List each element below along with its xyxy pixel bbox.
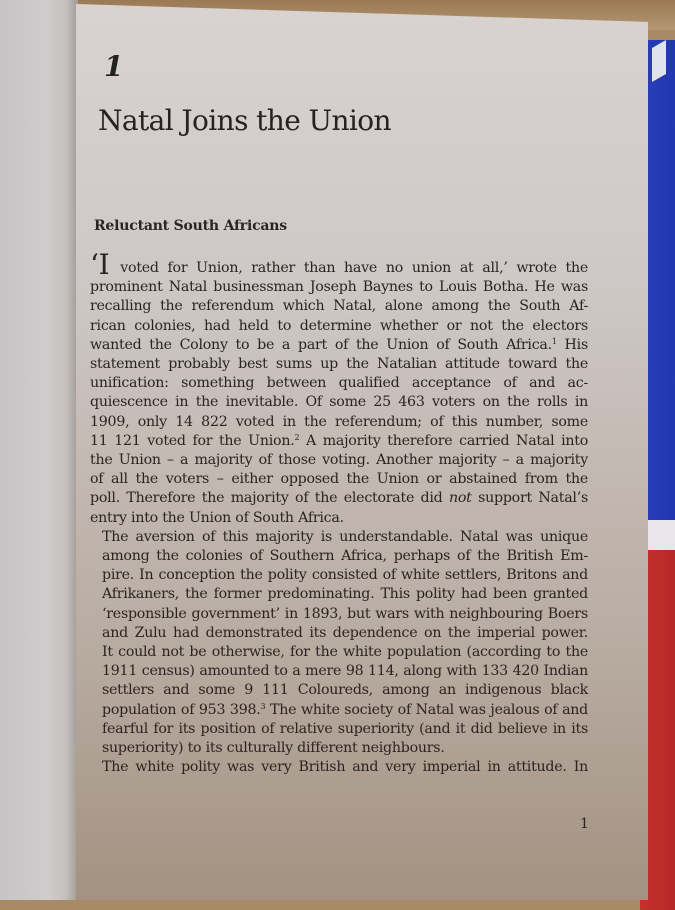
text-line: ‘responsible government’ in 1893, but wars with neighbouring Boers	[102, 605, 588, 622]
text-line: poll. Therefore the majority of the electorate did not support Natal’s	[90, 490, 588, 507]
section-heading: Reluctant South Africans	[94, 218, 287, 234]
text-line: pire. In conception the polity consisted of white settlers, Britons and	[102, 567, 588, 584]
text-line: superiority) to its culturally different neighbours.	[102, 740, 445, 757]
footnote-ref-1[interactable]: 1	[551, 336, 557, 346]
text-line: 1909, only 14 822 voted in the referendum; of this number, some	[90, 413, 588, 430]
text-line: rican colonies, had held to determine whether or not the electors	[90, 317, 588, 334]
text-line: entry into the Union of South Africa.	[90, 509, 344, 526]
paragraph-2	[90, 528, 588, 758]
text-line: 1911 census) amounted to a mere 98 114, along with 133 420 Indian	[102, 663, 588, 680]
text-line: It could not be otherwise, for the white population (according to the	[102, 644, 588, 661]
footnote-ref-3[interactable]: 3	[260, 701, 266, 711]
chapter-title: Natal Joins the Union	[98, 104, 391, 137]
text-line: recalling the referendum which Natal, alone among the South Af-	[90, 298, 588, 315]
text-line: among the colonies of Southern Africa, perhaps of the British Em-	[102, 548, 588, 565]
text-line: the Union – a majority of those voting. Another majority – a majority	[90, 452, 588, 469]
chapter-number: 1	[104, 50, 124, 83]
text-line: population of 953 398.$^3$ The white society of Natal was jealous of and	[102, 701, 589, 718]
footnote-ref-2[interactable]: 2	[294, 432, 300, 442]
text-line: settlers and some 9 111 Coloureds, among an indigenous black	[102, 682, 588, 699]
drop-cap: ‘I	[90, 248, 110, 281]
text-line: 11 121 voted for the Union.$^2$ A majority therefore carried Natal into	[90, 432, 588, 449]
paragraph-3	[90, 758, 588, 777]
text-line: ‘I voted for Union, rather than have no union at all,’ wrote the	[90, 248, 588, 281]
text-line: The aversion of this majority is understandable. Natal was unique	[102, 528, 588, 545]
emphasis: not	[448, 490, 472, 507]
text-line: unification: something between qualified acceptance of and ac-	[90, 375, 588, 392]
text-line: wanted the Colony to be a part of the Union of South Africa.$^1$ His	[90, 336, 588, 353]
text-line: prominent Natal businessman Joseph Baynes to Louis Botha. He was	[90, 279, 588, 296]
text-line: statement probably best sums up the Natalian attitude toward the	[90, 356, 588, 373]
text-line: fearful for its position of relative superiority (and it did believe in its	[102, 720, 588, 737]
text-line: Afrikaners, the former predominating. This polity had been granted	[102, 586, 588, 603]
body-text	[90, 248, 589, 777]
text-line: The white polity was very British and very imperial in attitude. In	[102, 759, 588, 776]
paragraph-1	[90, 248, 588, 528]
text-line: quiescence in the inevitable. Of some 25 463 voters on the rolls in	[90, 394, 588, 411]
text-line: and Zulu had demonstrated its dependence on the imperial power.	[102, 624, 588, 641]
text-line: of all the voters – either opposed the Union or abstained from the	[90, 471, 588, 488]
page-number: 1	[580, 816, 589, 832]
